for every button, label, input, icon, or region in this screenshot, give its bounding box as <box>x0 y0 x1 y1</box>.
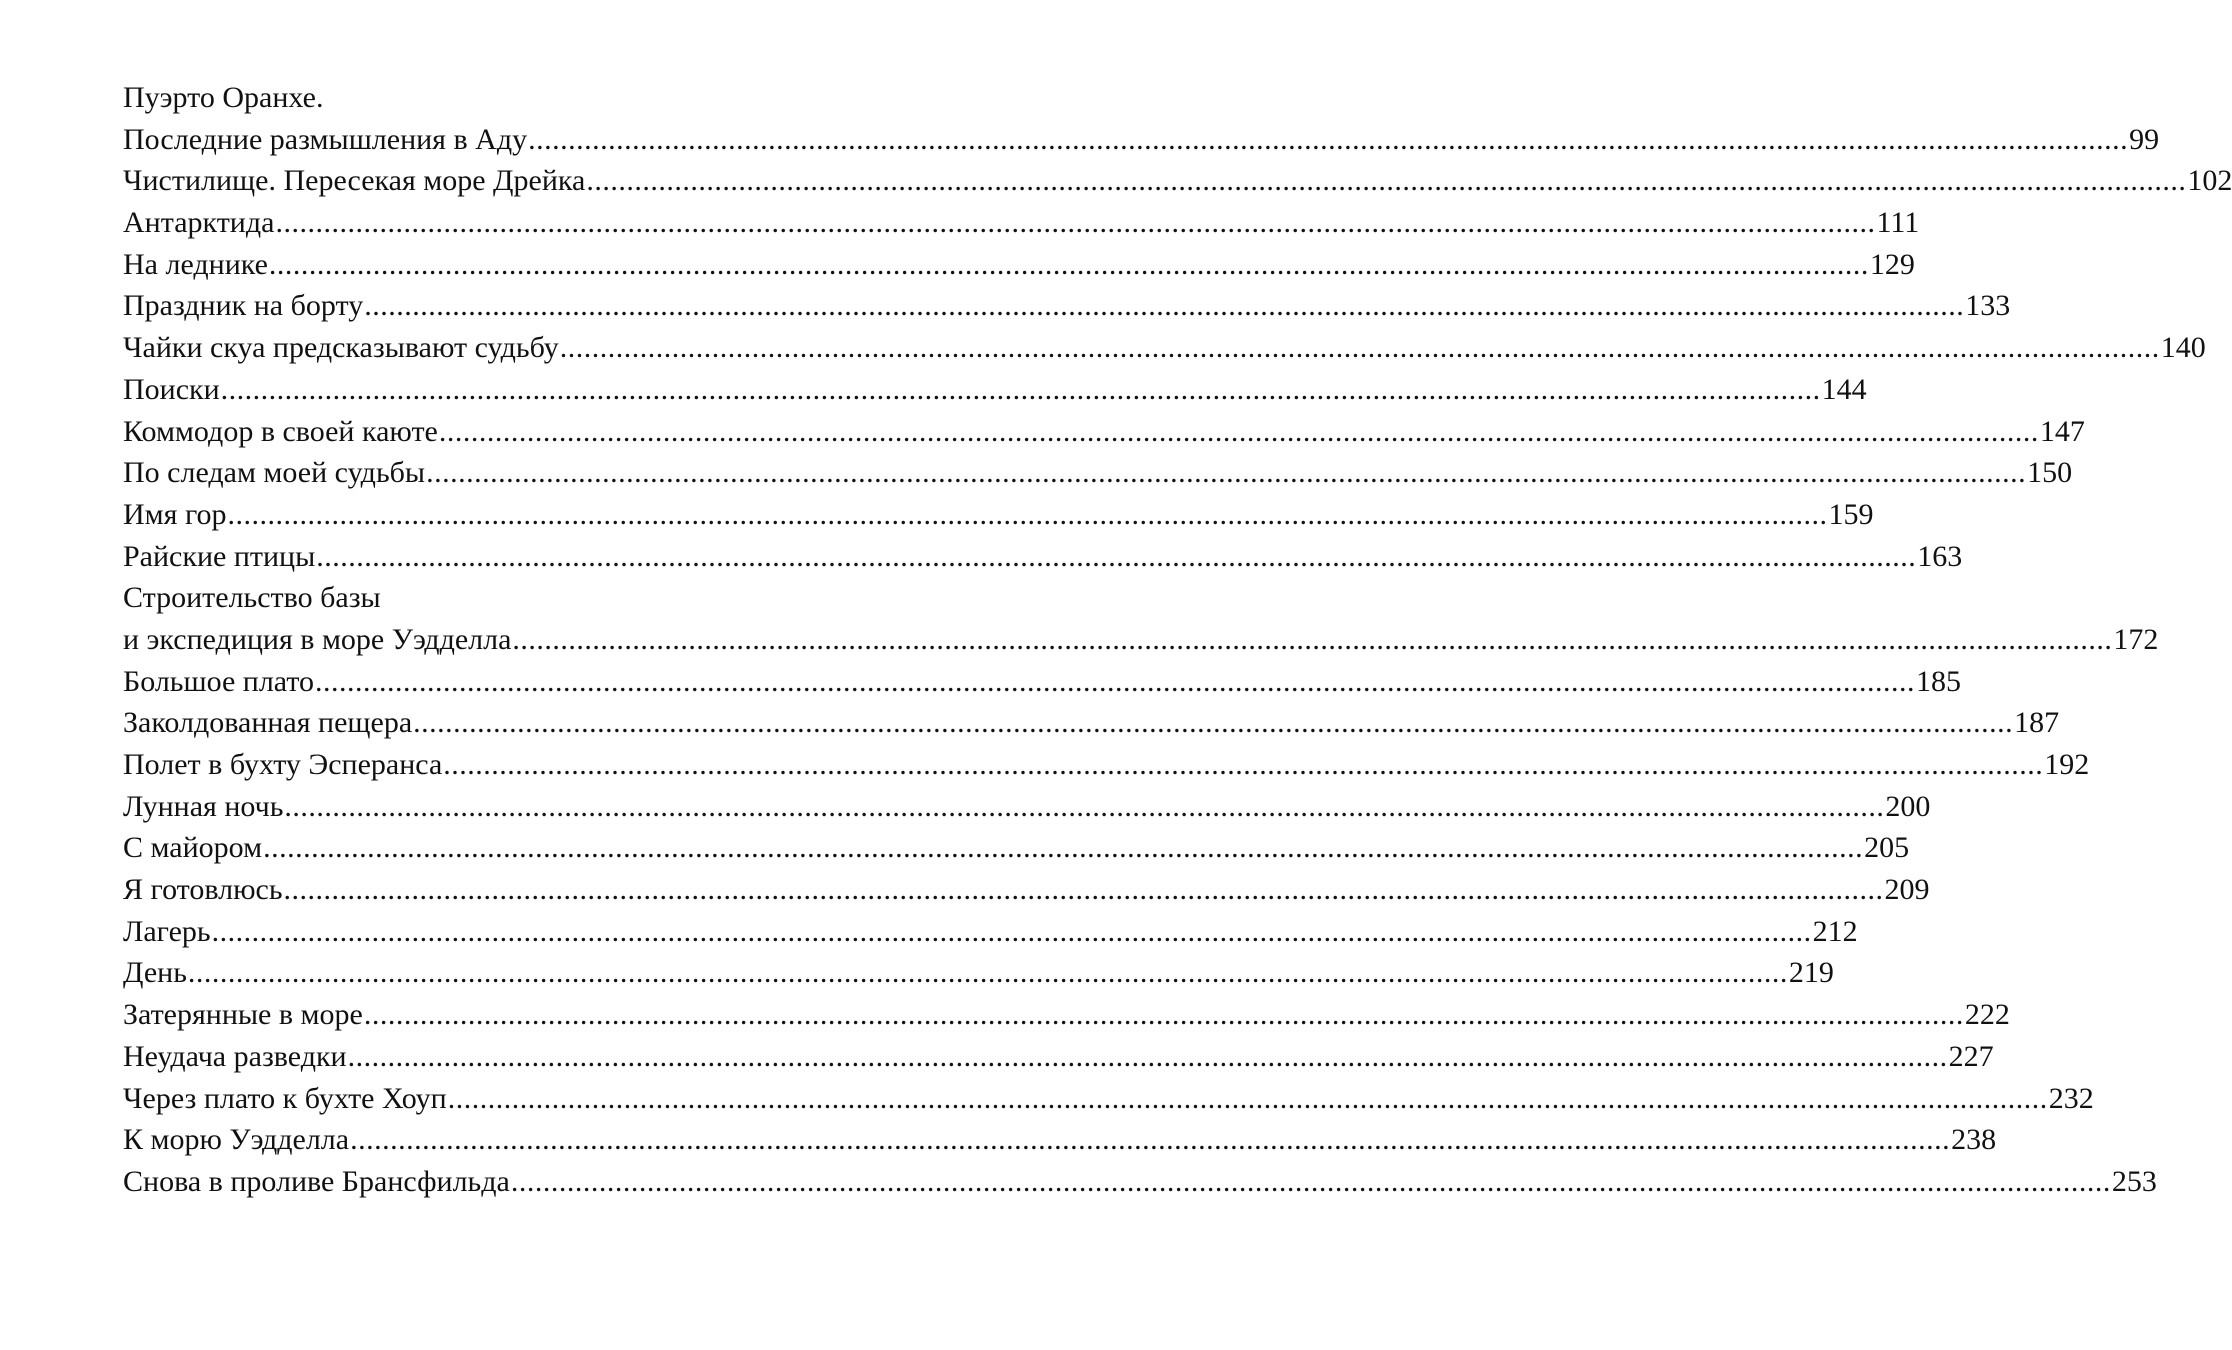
toc-entry <box>123 619 2159 661</box>
toc-entry-page: 172 <box>2113 622 2159 656</box>
toc-entry-page: 238 <box>1951 1123 1997 1157</box>
toc-entry-title: и экспедиция в море Уэдделла <box>123 622 512 656</box>
toc-entry-page: 147 <box>2039 414 2085 448</box>
toc-entry-title: Имя гор <box>123 497 227 531</box>
toc-entry-title: Чайки скуа предсказывают судьбу <box>123 331 559 365</box>
toc-entry-title: Пуэрто Оранхе. <box>123 81 324 114</box>
dot-leader: ........................................................................................................................................................................................................ <box>426 456 2027 490</box>
toc-entry-title: Полет в бухту Эсперанса <box>123 748 443 781</box>
toc-entry-page: 102 <box>2187 164 2232 198</box>
toc-entry <box>123 827 1910 869</box>
toc-entry-page: 129 <box>1869 247 1915 281</box>
toc-entry-title: День <box>123 956 187 990</box>
dot-leader: ........................................................................................................................................................................................................ <box>347 1039 1948 1073</box>
toc-entry <box>123 327 2206 369</box>
toc-entry <box>123 952 1834 994</box>
dot-leader: ........................................................................................................................................................................................................ <box>447 1081 2048 1115</box>
toc-entry-page: 192 <box>2044 748 2090 781</box>
toc-entry-page: 227 <box>1948 1039 1994 1073</box>
toc-entry-title: Коммодор в своей каюте <box>123 414 438 448</box>
toc-entry-title: Лунная ночь <box>123 789 284 823</box>
table-of-contents <box>123 77 2232 1203</box>
toc-entry <box>123 994 2010 1036</box>
dot-leader: ........................................................................................................................................................................................................ <box>284 789 1885 823</box>
dot-leader: ........................................................................................................................................................................................................ <box>438 414 2039 448</box>
toc-entry-page: 150 <box>2027 456 2073 490</box>
toc-entry <box>123 494 1874 536</box>
toc-entry-title: Через плато к бухте Хоуп <box>123 1081 447 1115</box>
dot-leader: ........................................................................................................................................................................................................ <box>268 247 1869 281</box>
toc-entry-title: Поиски <box>123 372 220 406</box>
toc-entry-page: 144 <box>1821 372 1867 406</box>
dot-leader: ........................................................................................................................................................................................................ <box>220 372 1821 406</box>
toc-entry-page: 159 <box>1828 497 1874 531</box>
toc-entry-page: 187 <box>2014 706 2060 740</box>
toc-entry-page: 111 <box>1876 206 1920 240</box>
toc-entry-page: 163 <box>1917 539 1963 573</box>
toc-entry-title: Я готовлюсь <box>123 873 283 907</box>
dot-leader: ........................................................................................................................................................................................................ <box>316 539 1917 573</box>
dot-leader: ........................................................................................................................................................................................................ <box>510 1164 2111 1198</box>
toc-entry-title: Неудача разведки <box>123 1039 347 1073</box>
toc-entry-page: 209 <box>1884 873 1930 907</box>
dot-leader: ........................................................................................................................................................................................................ <box>275 206 1876 240</box>
dot-leader: ........................................................................................................................................................................................................ <box>187 956 1788 990</box>
toc-entry <box>123 452 2073 494</box>
toc-entry-page: 185 <box>1916 664 1962 698</box>
dot-leader: ........................................................................................................................................................................................................ <box>350 1123 1951 1157</box>
toc-entry <box>123 285 2011 327</box>
toc-entry <box>123 911 1858 953</box>
toc-entry <box>123 369 1867 411</box>
dot-leader: ........................................................................................................................................................................................................ <box>263 831 1864 865</box>
toc-entry <box>123 1161 2157 1203</box>
toc-entry <box>123 202 1920 244</box>
toc-entry <box>123 119 2160 161</box>
toc-entry-title: Строительство базы <box>123 581 381 615</box>
toc-entry <box>123 160 2232 202</box>
toc-entry <box>123 77 888 119</box>
toc-entry <box>123 869 1930 911</box>
dot-leader: ........................................................................................................................................................................................................ <box>363 998 1964 1032</box>
toc-entry-page: 212 <box>1812 914 1858 948</box>
dot-leader: ........................................................................................................................................................................................................ <box>443 748 2044 781</box>
dot-leader: ........................................................................................................................................................................................................ <box>211 914 1812 948</box>
dot-leader: ........................................................................................................................................................................................................ <box>227 497 1828 531</box>
toc-entry-title: Лагерь <box>123 914 211 948</box>
toc-entry <box>123 1078 2094 1120</box>
toc-entry <box>123 536 1963 578</box>
toc-entry <box>123 661 1962 703</box>
toc-entry-title: По следам моей судьбы <box>123 456 426 490</box>
toc-entry <box>123 411 2085 453</box>
toc-entry-title: Праздник на борту <box>123 289 364 323</box>
toc-entry-title: На леднике <box>123 247 268 281</box>
toc-entry <box>123 786 1931 828</box>
toc-entry-page: 140 <box>2160 331 2206 365</box>
toc-entry <box>123 1036 1994 1078</box>
toc-entry-page: 99 <box>2129 122 2160 156</box>
toc-entry-page: 133 <box>1965 289 2011 323</box>
toc-entry-title: Большое плато <box>123 664 315 698</box>
toc-entry-page: 219 <box>1788 956 1834 990</box>
toc-entry-title: Райские птицы <box>123 539 316 573</box>
toc-entry <box>123 244 1915 286</box>
toc-entry-title: Затерянные в море <box>123 998 363 1032</box>
dot-leader: ........................................................................................................................................................................................................ <box>413 706 2014 740</box>
toc-entry-title: Заколдованная пещера <box>123 706 413 740</box>
dot-leader: ........................................................................................................................................................................................................ <box>283 873 1884 907</box>
toc-entry-title: Снова в проливе Брансфильда <box>123 1164 510 1198</box>
toc-entry-title: Последние размышления в Аду <box>123 122 528 156</box>
toc-entry-page: 200 <box>1885 789 1931 823</box>
dot-leader: ........................................................................................................................................................................................................ <box>559 331 2160 365</box>
dot-leader: ........................................................................................................................................................................................................ <box>528 122 2129 156</box>
toc-entry-page: 222 <box>1964 998 2010 1032</box>
toc-entry-title: С майором <box>123 831 263 865</box>
toc-entry-title: К морю Уэдделла <box>123 1123 350 1157</box>
dot-leader: ........................................................................................................................................................................................................ <box>512 622 2113 656</box>
toc-entry-page: 232 <box>2048 1081 2094 1115</box>
toc-entry-page: 253 <box>2111 1164 2157 1198</box>
toc-entry-page: 205 <box>1864 831 1910 865</box>
toc-entry <box>123 702 2060 744</box>
toc-entry <box>123 1119 1997 1161</box>
dot-leader: ........................................................................................................................................................................................................ <box>586 164 2187 198</box>
toc-entry <box>123 744 2090 786</box>
dot-leader: ........................................................................................................................................................................................................ <box>315 664 1916 698</box>
toc-entry-title: Антарктида <box>123 206 275 240</box>
toc-entry-title: Чистилище. Пересекая море Дрейка <box>123 164 586 198</box>
toc-entry <box>123 577 888 619</box>
dot-leader: ........................................................................................................................................................................................................ <box>364 289 1965 323</box>
